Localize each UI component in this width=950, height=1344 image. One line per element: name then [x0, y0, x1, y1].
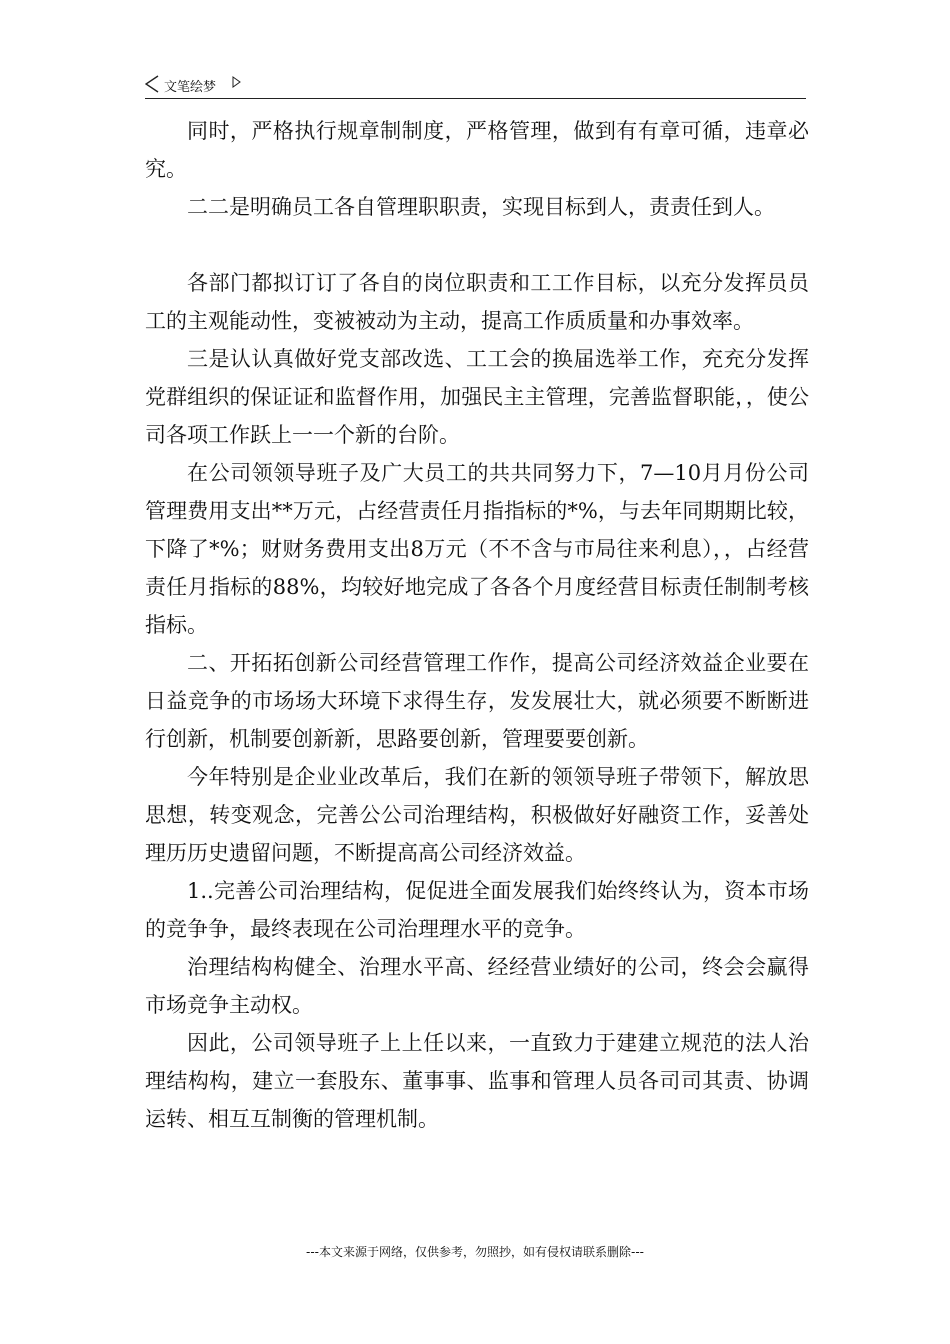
triangle-right-icon	[232, 76, 241, 88]
paragraph: 今年特别是企业业改革后，我们在新的领领导班子带领下，解放思思想，转变观念，完善公公司治理结构，积极做好好融资工作，妥善处理历历史遗留问题，不断提高高公司经济效益。	[145, 765, 809, 865]
document-body	[145, 112, 809, 1138]
paragraph: 在公司领领导班子及广大员工的共共同努力下，7—10月月份公司管理费用支出**万元，占经营责任月指指标的*%，与去年同期期比较，下降了*%；财财务费用支出8万元（不不含与市局往来利息），，占经营责任月指标的88%，均较好地完成了各各个月度经营目标责任制制考核指标。	[145, 461, 809, 637]
header-brand: 文笔绘梦	[164, 80, 217, 95]
paragraph: 1..完善公司治理结构，促促进全面发展我们始终终认为，资本市场的竞争争，最终表现在公司治理理水平的竞争。	[145, 879, 809, 941]
paragraph: 二二是明确员工各自管理职职责，实现目标到人，责责任到人。	[187, 195, 775, 219]
paragraph: 治理结构构健全、治理水平高、经经营业绩好的公司，终会会赢得市场竞争主动权。	[145, 955, 809, 1017]
page-header	[145, 74, 806, 99]
paragraph: 同时，严格执行规章制制度，严格管理，做到有有章可循，违章必究。	[145, 119, 809, 181]
triangle-left-icon	[145, 75, 159, 93]
footer-notice: ---本文来源于网络，仅供参考，勿照抄，如有侵权请联系删除---	[306, 1245, 644, 1259]
paragraph: 各部门都拟订订了各自的岗位职责和工工作目标，以充分发挥员员工的主观能动性，变被被动为主动，提高工作质质量和办事效率。	[145, 271, 809, 333]
paragraph: 因此，公司领导班子上上任以来，一直致力于建建立规范的法人治理结构构，建立一套股东、董事事、监事和管理人员各司司其责、协调运转、相互互制衡的管理机制。	[145, 1031, 809, 1131]
paragraph: 二、开拓拓创新公司经营管理工作作，提高公司经济效益企业要在日益竞争的市场场大环境下求得生存，发发展壮大，就必须要不断断进行创新，机制要创新新，思路要创新，管理要要创新。	[145, 651, 809, 751]
paragraph: 三是认认真做好党支部改选、工工会的换届选举工作，充充分发挥党群组织的保证证和监督作用，加强民主主管理，完善监督职能，，使公司各项工作跃上一一个新的台阶。	[145, 347, 809, 447]
